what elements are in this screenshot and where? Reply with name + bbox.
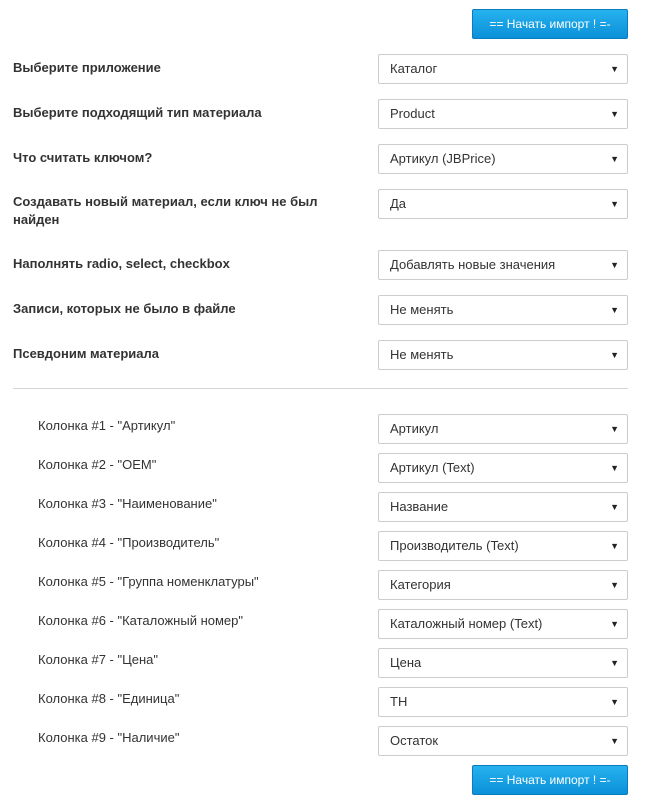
column-label: Колонка #2 - "OEM" bbox=[38, 457, 157, 472]
dropdown-arrow-icon: ▼ bbox=[610, 424, 619, 434]
column-6-select[interactable] bbox=[378, 609, 628, 639]
select-value: Не менять bbox=[390, 302, 454, 317]
dropdown-arrow-icon: ▼ bbox=[610, 541, 619, 551]
select-value: Цена bbox=[390, 655, 422, 670]
setting-label: Создавать новый материал, если ключ не был найден bbox=[13, 194, 318, 227]
column-1-select[interactable] bbox=[378, 414, 628, 444]
setting-label: Записи, которых не было в файле bbox=[13, 301, 236, 316]
section-divider bbox=[13, 388, 628, 389]
setting-label: Выберите подходящий тип материала bbox=[13, 105, 262, 120]
dropdown-arrow-icon: ▼ bbox=[610, 502, 619, 512]
select-value: Не менять bbox=[390, 347, 454, 362]
column-label: Колонка #1 - "Артикул" bbox=[38, 418, 176, 433]
column-label: Колонка #7 - "Цена" bbox=[38, 652, 158, 667]
dropdown-arrow-icon: ▼ bbox=[610, 619, 619, 629]
key-select[interactable] bbox=[378, 144, 628, 174]
select-value: Артикул bbox=[390, 421, 439, 436]
column-label: Колонка #4 - "Производитель" bbox=[38, 535, 220, 550]
setting-label: Наполнять radio, select, checkbox bbox=[13, 256, 230, 271]
start-import-button-top[interactable]: == Начать импорт ! =- bbox=[472, 9, 628, 39]
column-3-select[interactable] bbox=[378, 492, 628, 522]
select-value: Название bbox=[390, 499, 449, 514]
fill-options-select[interactable] bbox=[378, 250, 628, 280]
dropdown-arrow-icon: ▼ bbox=[610, 260, 619, 270]
column-label: Колонка #5 - "Группа номенклатуры" bbox=[38, 574, 259, 589]
column-label: Колонка #6 - "Каталожный номер" bbox=[38, 613, 243, 628]
select-value: TH bbox=[390, 694, 408, 709]
setting-label: Что считать ключом? bbox=[13, 150, 153, 165]
dropdown-arrow-icon: ▼ bbox=[610, 305, 619, 315]
alias-select[interactable] bbox=[378, 340, 628, 370]
application-select[interactable] bbox=[378, 54, 628, 84]
column-9-select[interactable] bbox=[378, 726, 628, 756]
dropdown-arrow-icon: ▼ bbox=[610, 154, 619, 164]
select-value: Каталожный номер (Text) bbox=[390, 616, 543, 631]
dropdown-arrow-icon: ▼ bbox=[610, 64, 619, 74]
select-value: Каталог bbox=[390, 61, 438, 76]
select-value: Добавлять новые значения bbox=[390, 257, 556, 272]
column-8-select[interactable] bbox=[378, 687, 628, 717]
select-value: Артикул (JBPrice) bbox=[390, 151, 496, 166]
select-value: Производитель (Text) bbox=[390, 538, 519, 553]
column-7-select[interactable] bbox=[378, 648, 628, 678]
dropdown-arrow-icon: ▼ bbox=[610, 697, 619, 707]
setting-label: Выберите приложение bbox=[13, 60, 161, 75]
column-5-select[interactable] bbox=[378, 570, 628, 600]
column-label: Колонка #9 - "Наличие" bbox=[38, 730, 180, 745]
dropdown-arrow-icon: ▼ bbox=[610, 658, 619, 668]
column-label: Колонка #8 - "Единица" bbox=[38, 691, 180, 706]
column-4-select[interactable] bbox=[378, 531, 628, 561]
missing-records-select[interactable] bbox=[378, 295, 628, 325]
dropdown-arrow-icon: ▼ bbox=[610, 736, 619, 746]
column-label: Колонка #3 - "Наименование" bbox=[38, 496, 217, 511]
select-value: Да bbox=[390, 196, 407, 211]
column-2-select[interactable] bbox=[378, 453, 628, 483]
select-value: Категория bbox=[390, 577, 451, 592]
select-value: Product bbox=[390, 106, 435, 121]
create-new-select[interactable] bbox=[378, 189, 628, 219]
dropdown-arrow-icon: ▼ bbox=[610, 109, 619, 119]
dropdown-arrow-icon: ▼ bbox=[610, 463, 619, 473]
dropdown-arrow-icon: ▼ bbox=[610, 580, 619, 590]
material-type-select[interactable] bbox=[378, 99, 628, 129]
start-import-button-bottom[interactable]: == Начать импорт ! =- bbox=[472, 765, 628, 795]
select-value: Артикул (Text) bbox=[390, 460, 475, 475]
dropdown-arrow-icon: ▼ bbox=[610, 350, 619, 360]
select-value: Остаток bbox=[390, 733, 439, 748]
setting-label: Псевдоним материала bbox=[13, 346, 159, 361]
dropdown-arrow-icon: ▼ bbox=[610, 199, 619, 209]
